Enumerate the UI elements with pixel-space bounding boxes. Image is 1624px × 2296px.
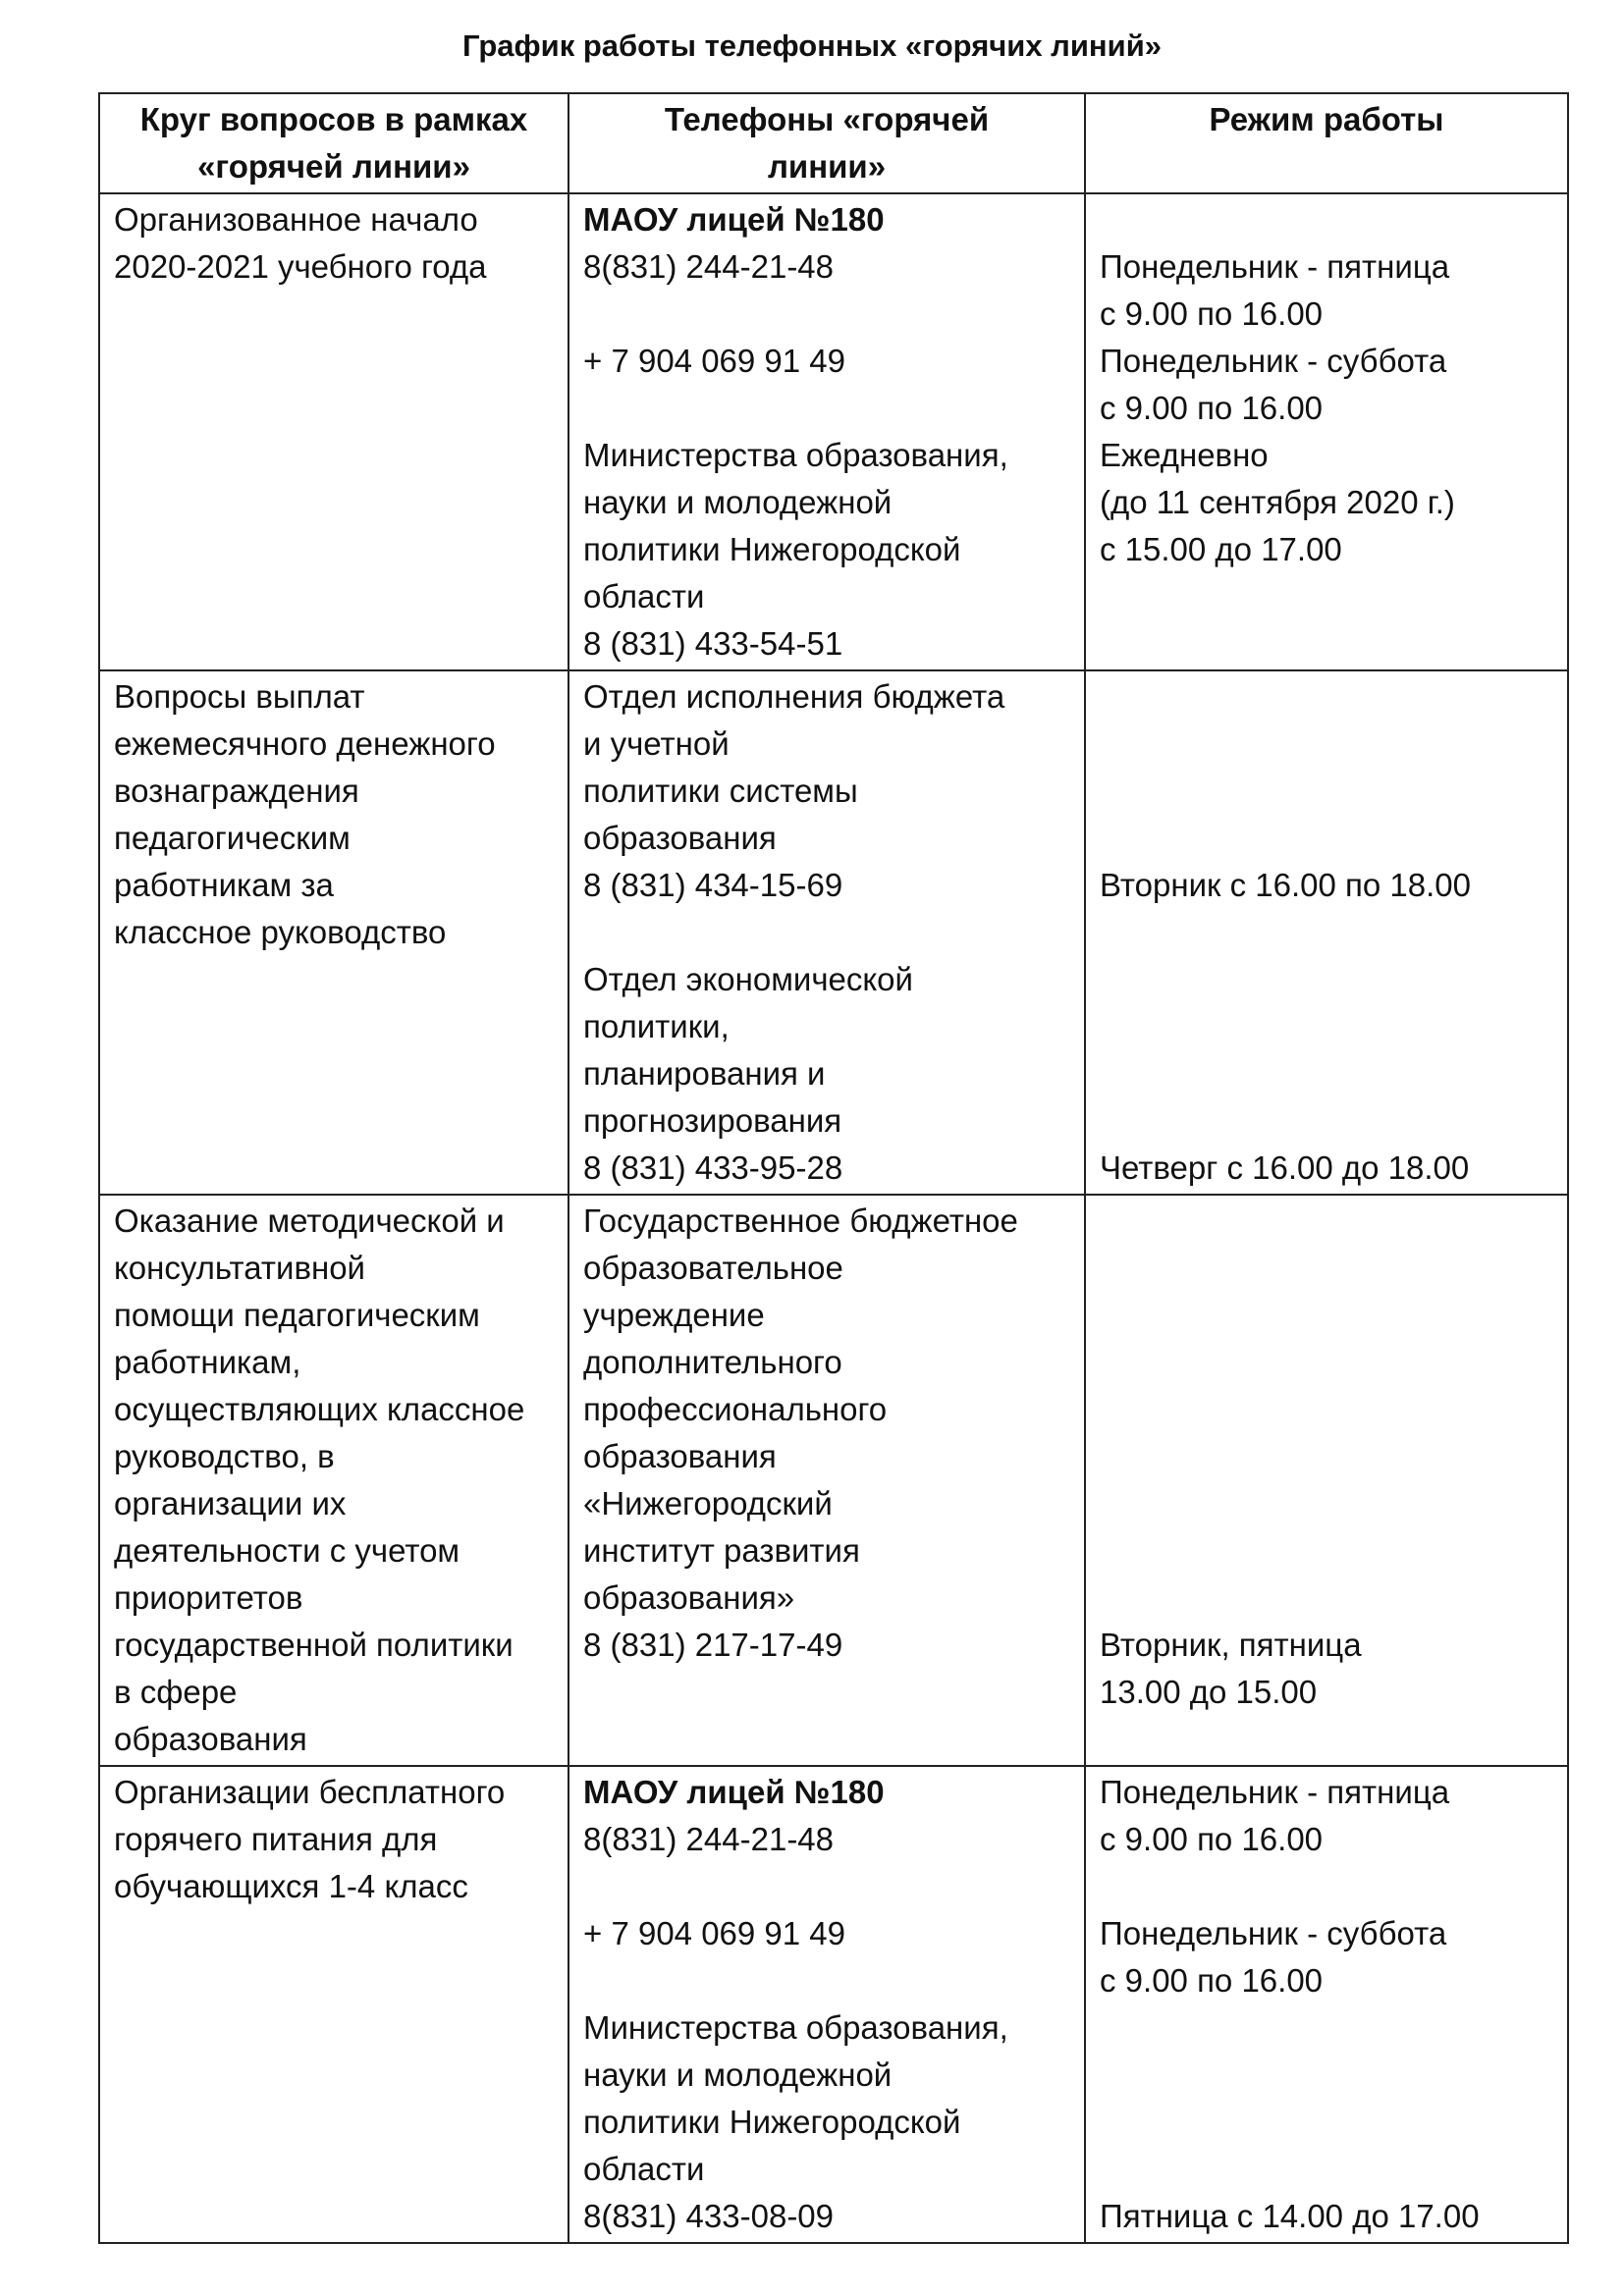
spacer <box>1100 1198 1553 1245</box>
page-title: График работы телефонных «горячих линий» <box>461 28 1163 63</box>
topic-text: Вопросы выплат ежемесячного денежного вознаграждения педагогическим работникам за классное руководство <box>114 678 496 950</box>
spacer <box>583 291 1070 338</box>
phone-number: 8 (831) 217-17-49 <box>583 1627 843 1663</box>
schedule-cell <box>1085 1195 1568 1766</box>
phone-number: 8 (831) 433-95-28 <box>583 1149 843 1186</box>
table-row <box>99 193 1568 670</box>
table-row <box>99 670 1568 1195</box>
spacer <box>583 909 1070 956</box>
topic-cell <box>99 193 568 670</box>
org-name: МАОУ лицей №180 <box>583 201 885 238</box>
phones-cell <box>568 1766 1085 2243</box>
spacer <box>1100 768 1553 815</box>
schedule-text: Четверг с 16.00 до 18.00 <box>1100 1149 1470 1186</box>
topic-text: Организации бесплатного горячего питания для обучающихся 1-4 класс <box>114 1774 506 1904</box>
spacer <box>1100 1527 1553 1575</box>
spacer <box>1100 1575 1553 1622</box>
table-row <box>99 1766 1568 2243</box>
phones-cell <box>568 193 1085 670</box>
spacer <box>1100 673 1553 721</box>
spacer <box>1100 1433 1553 1480</box>
phones-cell <box>568 1195 1085 1766</box>
org-name: Отдел исполнения бюджета и учетной политики системы образования <box>583 678 1005 856</box>
spacer <box>1100 815 1553 862</box>
org-name: Министерства образования, науки и молодежной политики Нижегородской области <box>583 437 1008 614</box>
phone-number: 8 (831) 433-54-51 <box>583 625 843 662</box>
spacer <box>1100 1480 1553 1527</box>
spacer <box>1100 1245 1553 1292</box>
spacer <box>1100 1386 1553 1433</box>
schedule-cell <box>1085 670 1568 1195</box>
topic-text: Оказание методической и консультативной помощи педагогическим работникам, осуществляющих классное руководство, в организации их деятельности с учетом приоритетов государственной политики в сфере образования <box>114 1202 525 1757</box>
schedule-text: Пятница с 14.00 до 17.00 <box>1100 2198 1480 2234</box>
org-name: МАОУ лицей №180 <box>583 1774 885 1810</box>
phone-number: 8(831) 433-08-09 <box>583 2198 835 2234</box>
table-row <box>99 1195 1568 1766</box>
spacer <box>1100 196 1553 243</box>
table-header-row <box>99 93 1568 193</box>
topic-cell <box>99 670 568 1195</box>
header-phones-label: Телефоны «горячей линии» <box>664 101 990 185</box>
schedule-text: Вторник, пятница 13.00 до 15.00 <box>1100 1627 1362 1710</box>
spacer <box>583 385 1070 432</box>
phones-cell <box>568 670 1085 1195</box>
header-schedule-label: Режим работы <box>1209 101 1444 137</box>
schedule-cell <box>1085 193 1568 670</box>
topic-cell <box>99 1766 568 2243</box>
topic-cell <box>99 1195 568 1766</box>
topic-text: Организованное начало 2020-2021 учебного года <box>114 201 487 285</box>
spacer <box>1100 721 1553 768</box>
schedule-text: Вторник с 16.00 по 18.00 <box>1100 867 1472 903</box>
schedule-text: Понедельник - пятница с 9.00 по 16.00 Понедельник - суббота с 9.00 по 16.00 Ежедневно (до 11 сентября 2020 г.) с 15.00 до 17.00 <box>1100 248 1455 567</box>
spacer <box>1100 1292 1553 1339</box>
header-topics-label: Круг вопросов в рамках «горячей линии» <box>139 101 528 185</box>
spacer <box>1100 1339 1553 1386</box>
org-name: Министерства образования, науки и молодежной политики Нижегородской области <box>583 2009 1008 2187</box>
org-name: Государственное бюджетное образовательное учреждение дополнительного профессионального образования «Нижегородский институт развития образования» <box>583 1202 1018 1616</box>
phone-number: 8(831) 244-21-48 <box>583 248 835 285</box>
header-phones <box>568 93 1085 193</box>
phone-number: + 7 904 069 91 49 <box>583 343 845 379</box>
phone-number: 8(831) 244-21-48 <box>583 1821 835 1857</box>
schedule-cell <box>1085 1766 1568 2243</box>
spacer <box>583 1863 1070 1910</box>
header-schedule <box>1085 93 1568 193</box>
spacer <box>583 1957 1070 2004</box>
schedule-text: Понедельник - пятница с 9.00 по 16.00 Понедельник - суббота с 9.00 по 16.00 <box>1100 1774 1450 1999</box>
phone-number: 8 (831) 434-15-69 <box>583 867 843 903</box>
org-name: Отдел экономической политики, планирования и прогнозирования <box>583 961 913 1139</box>
phone-number: + 7 904 069 91 49 <box>583 1915 845 1951</box>
header-topics <box>99 93 568 193</box>
hotlines-table <box>98 92 1569 2244</box>
